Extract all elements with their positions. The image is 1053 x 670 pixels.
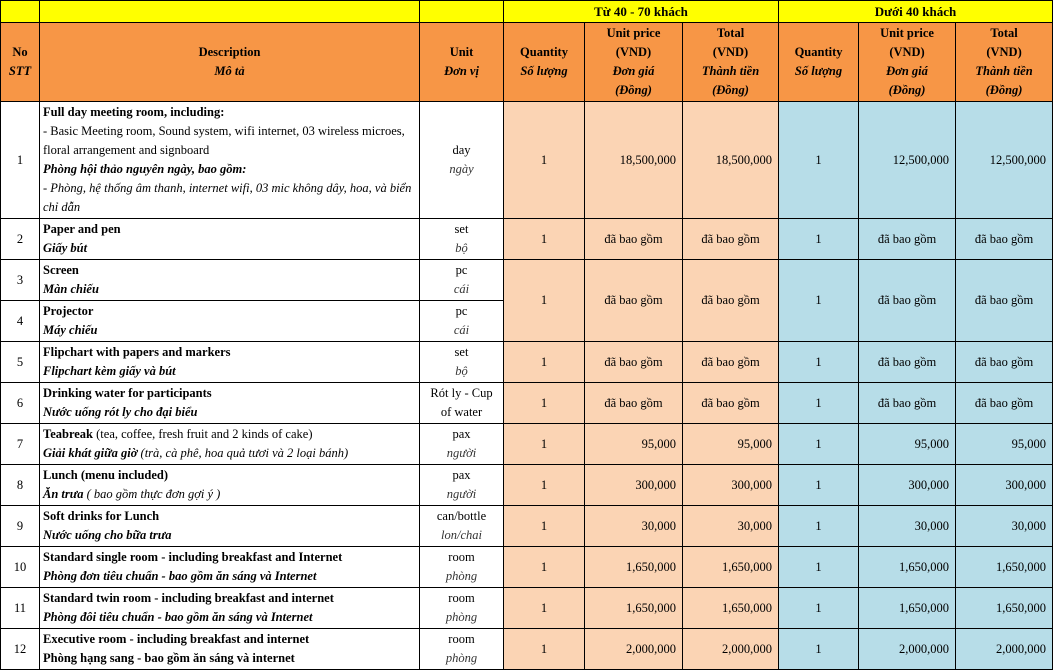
row-number: 5 [1, 342, 40, 383]
qty-a: 1 [504, 424, 585, 465]
table-row [1, 506, 1053, 547]
qty-b: 1 [779, 465, 859, 506]
row-number: 7 [1, 424, 40, 465]
qty-a: 1 [504, 629, 585, 670]
price-a: 1,650,000 [585, 547, 683, 588]
price-a: đã bao gồm [585, 342, 683, 383]
price-b: đã bao gồm [859, 260, 956, 342]
row-description: Drinking water for participants Nước uống rót ly cho đại biểu [40, 383, 420, 424]
table-row [1, 102, 1053, 219]
total-b: đã bao gồm [956, 383, 1053, 424]
qty-a: 1 [504, 547, 585, 588]
price-a: 95,000 [585, 424, 683, 465]
total-b: 2,000,000 [956, 629, 1053, 670]
group-header-a: Từ 40 - 70 khách [504, 1, 779, 23]
top-bar-cell [420, 1, 504, 23]
price-a: đã bao gồm [585, 383, 683, 424]
total-b: 1,650,000 [956, 588, 1053, 629]
header-total-a: Total (VND) Thành tiền (Đồng) [683, 23, 779, 102]
price-a: đã bao gồm [585, 219, 683, 260]
price-b: 95,000 [859, 424, 956, 465]
row-description: Full day meeting room, including: - Basic Meeting room, Sound system, wifi internet, 03 wireless microes, floral arrangement and signboard Phòng hội thảo nguyên ngày, bao gồm: - Phòng, hệ thống âm thanh, internet wifi, 03 mic không dây, hoa, và biển chỉ dẫn [40, 102, 420, 219]
price-a: đã bao gồm [585, 260, 683, 342]
price-a: 18,500,000 [585, 102, 683, 219]
qty-b: 1 [779, 219, 859, 260]
row-unit: day ngày [420, 102, 504, 219]
table-row [1, 629, 1053, 670]
qty-b: 1 [779, 102, 859, 219]
row-description: Soft drinks for Lunch Nước uống cho bữa trưa [40, 506, 420, 547]
total-a: 30,000 [683, 506, 779, 547]
row-description: Standard twin room - including breakfast and internet Phòng đôi tiêu chuẩn - bao gồm ăn sáng và Internet [40, 588, 420, 629]
header-quantity-b: Quantity Số lượng [779, 23, 859, 102]
row-number: 1 [1, 102, 40, 219]
row-number: 8 [1, 465, 40, 506]
qty-b: 1 [779, 342, 859, 383]
total-b: đã bao gồm [956, 342, 1053, 383]
total-a: đã bao gồm [683, 383, 779, 424]
row-number: 6 [1, 383, 40, 424]
price-b: 12,500,000 [859, 102, 956, 219]
header-quantity-a: Quantity Số lượng [504, 23, 585, 102]
row-number: 9 [1, 506, 40, 547]
qty-b: 1 [779, 383, 859, 424]
qty-b: 1 [779, 588, 859, 629]
row-unit: set bộ [420, 219, 504, 260]
row-number: 3 [1, 260, 40, 301]
total-a: đã bao gồm [683, 342, 779, 383]
top-bar-cell [40, 1, 420, 23]
row-unit: pax người [420, 424, 504, 465]
price-a: 1,650,000 [585, 588, 683, 629]
price-b: đã bao gồm [859, 219, 956, 260]
header-description: Description Mô tả [40, 23, 420, 102]
price-b: 300,000 [859, 465, 956, 506]
row-unit: room phòng [420, 547, 504, 588]
row-unit: pc cái [420, 260, 504, 301]
row-unit: pc cái [420, 301, 504, 342]
row-description: Lunch (menu included) Ăn trưa ( bao gồm thực đơn gợi ý ) [40, 465, 420, 506]
row-unit: can/bottle lon/chai [420, 506, 504, 547]
row-unit: pax người [420, 465, 504, 506]
header-unit-price-a: Unit price (VND) Đơn giá (Đồng) [585, 23, 683, 102]
price-b: 1,650,000 [859, 547, 956, 588]
price-a: 30,000 [585, 506, 683, 547]
row-description: Projector Máy chiếu [40, 301, 420, 342]
row-number: 2 [1, 219, 40, 260]
top-bar-cell [1, 1, 40, 23]
table-row [1, 383, 1053, 424]
row-description: Screen Màn chiếu [40, 260, 420, 301]
row-number: 10 [1, 547, 40, 588]
row-number: 12 [1, 629, 40, 670]
row-description: Teabreak (tea, coffee, fresh fruit and 2 kinds of cake) Giải khát giữa giờ (trà, cà phê, hoa quả tươi và 2 loại bánh) [40, 424, 420, 465]
total-b: 300,000 [956, 465, 1053, 506]
price-b: 2,000,000 [859, 629, 956, 670]
row-number: 4 [1, 301, 40, 342]
total-b: đã bao gồm [956, 219, 1053, 260]
total-a: 1,650,000 [683, 588, 779, 629]
table-row [1, 588, 1053, 629]
row-number: 11 [1, 588, 40, 629]
total-b: đã bao gồm [956, 260, 1053, 342]
row-unit: room phòng [420, 588, 504, 629]
table-row [1, 424, 1053, 465]
row-unit: set bộ [420, 342, 504, 383]
table-row [1, 547, 1053, 588]
table-row [1, 260, 1053, 301]
price-b: 30,000 [859, 506, 956, 547]
total-a: 95,000 [683, 424, 779, 465]
qty-b: 1 [779, 629, 859, 670]
total-a: 18,500,000 [683, 102, 779, 219]
row-description: Paper and pen Giấy bút [40, 219, 420, 260]
total-a: 300,000 [683, 465, 779, 506]
qty-a: 1 [504, 342, 585, 383]
price-a: 2,000,000 [585, 629, 683, 670]
header-total-b: Total (VND) Thành tiền (Đồng) [956, 23, 1053, 102]
total-b: 95,000 [956, 424, 1053, 465]
qty-a: 1 [504, 219, 585, 260]
header-no: No STT [1, 23, 40, 102]
table-row [1, 465, 1053, 506]
qty-a: 1 [504, 588, 585, 629]
row-description: Flipchart with papers and markers Flipchart kèm giấy và bút [40, 342, 420, 383]
qty-b: 1 [779, 506, 859, 547]
total-b: 12,500,000 [956, 102, 1053, 219]
qty-b: 1 [779, 424, 859, 465]
table-row [1, 219, 1053, 260]
total-a: đã bao gồm [683, 219, 779, 260]
price-b: 1,650,000 [859, 588, 956, 629]
qty-b: 1 [779, 547, 859, 588]
total-b: 30,000 [956, 506, 1053, 547]
price-b: đã bao gồm [859, 342, 956, 383]
row-unit: room phòng [420, 629, 504, 670]
total-b: 1,650,000 [956, 547, 1053, 588]
row-description: Standard single room - including breakfast and Internet Phòng đơn tiêu chuẩn - bao gồm ăn sáng và Internet [40, 547, 420, 588]
qty-a: 1 [504, 102, 585, 219]
price-b: đã bao gồm [859, 383, 956, 424]
row-unit: Rót ly - Cup of water [420, 383, 504, 424]
group-header-b: Dưới 40 khách [779, 1, 1053, 23]
total-a: đã bao gồm [683, 260, 779, 342]
row-description: Executive room - including breakfast and internet Phòng hạng sang - bao gồm ăn sáng và internet [40, 629, 420, 670]
qty-a: 1 [504, 383, 585, 424]
price-a: 300,000 [585, 465, 683, 506]
header-unit-price-b: Unit price (VND) Đơn giá (Đồng) [859, 23, 956, 102]
qty-a: 1 [504, 465, 585, 506]
table-row [1, 342, 1053, 383]
total-a: 1,650,000 [683, 547, 779, 588]
qty-a: 1 [504, 260, 585, 342]
qty-b: 1 [779, 260, 859, 342]
qty-a: 1 [504, 506, 585, 547]
header-unit: Unit Đơn vị [420, 23, 504, 102]
total-a: 2,000,000 [683, 629, 779, 670]
